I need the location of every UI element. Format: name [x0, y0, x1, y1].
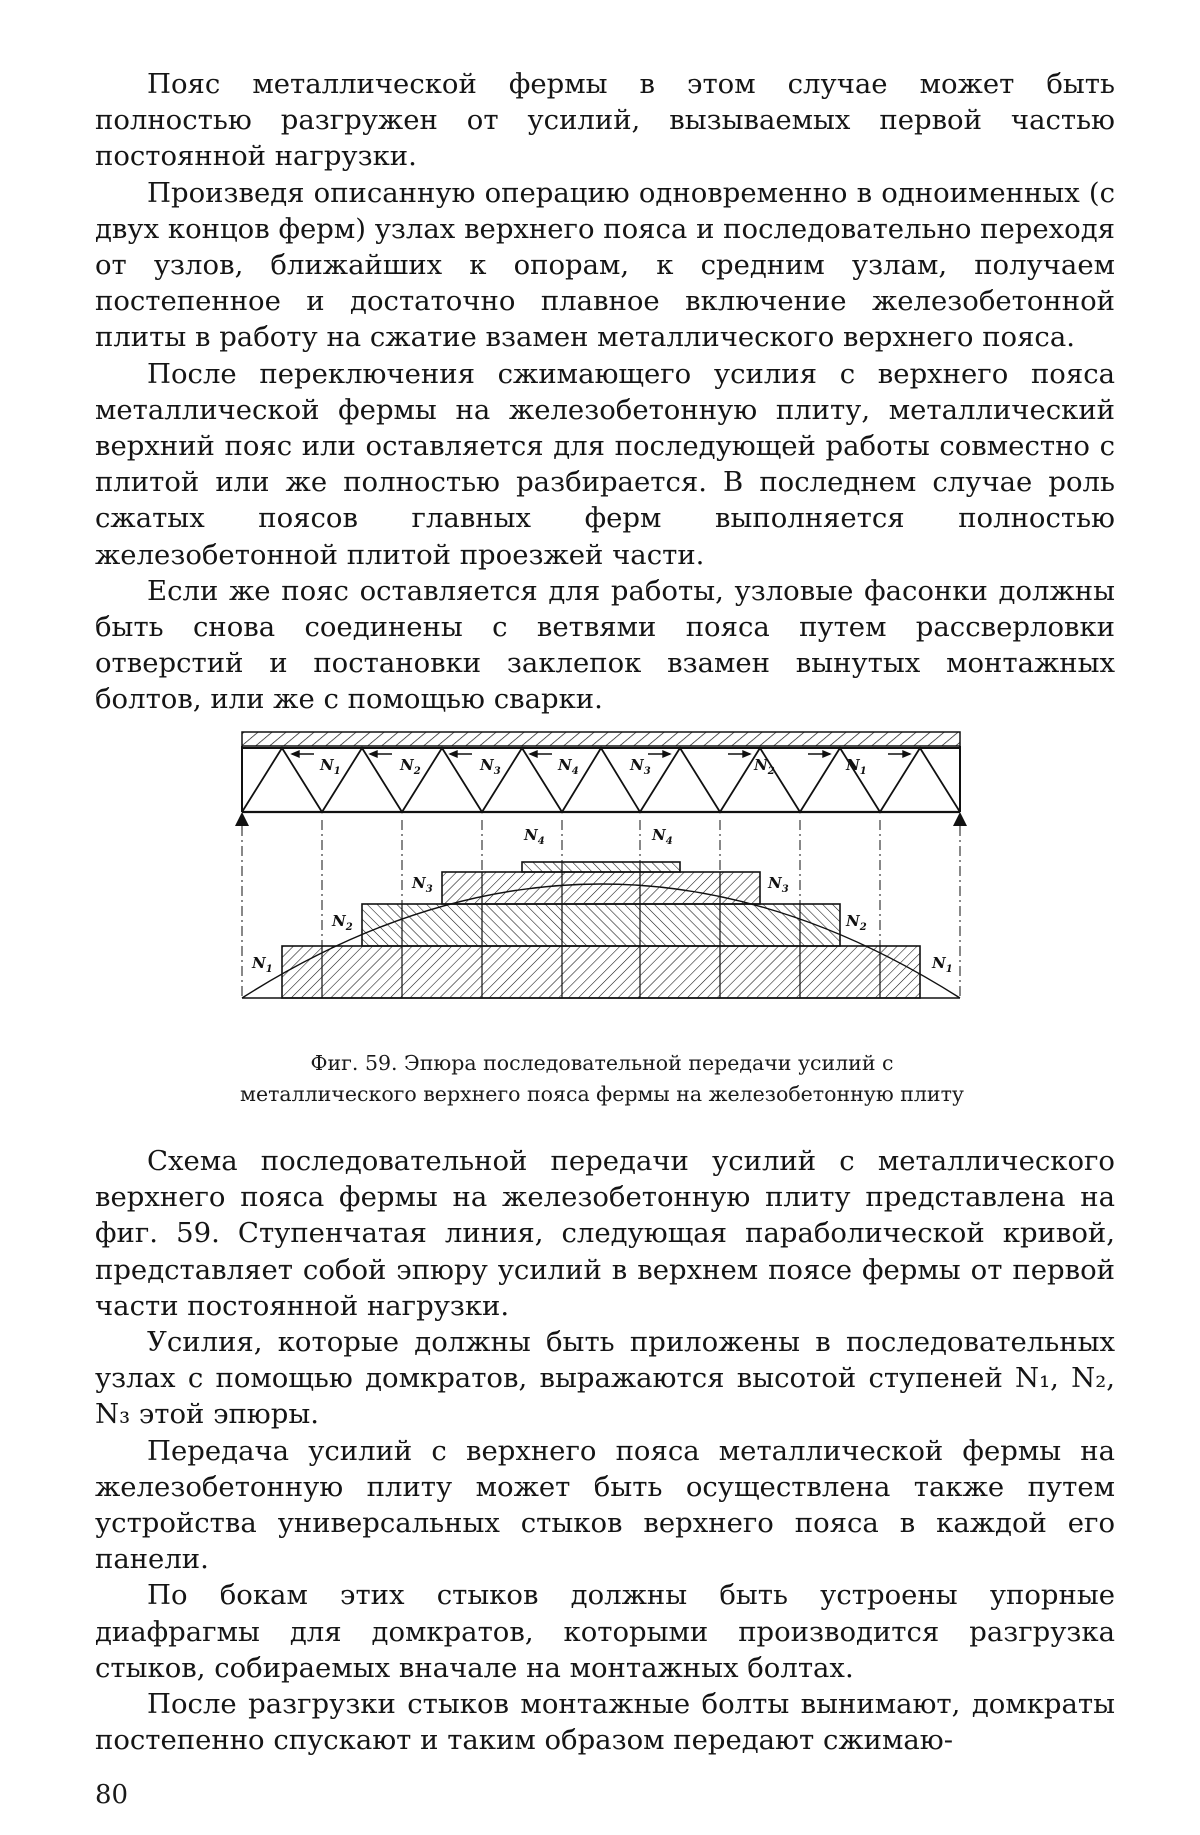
paragraph: Передача усилий с верхнего пояса металлической фермы на железобетонную плиту может быть осуществлена также путем устройства универсальных стыков верхнего пояса в каждой его панели. [95, 1434, 1115, 1576]
paragraph: Если же пояс оставляется для работы, узловые фасонки должны быть снова соединены с ветвями пояса путем рассверловки отверстий и постановки заклепок взамен вынутых монтажных болтов, или же с помощью сварки. [95, 574, 1115, 716]
paragraph: По бокам этих стыков должны быть устроены упорные диафрагмы для домкратов, которыми производится разгрузка стыков, собираемых вначале на монтажных болтах. [95, 1579, 1115, 1684]
diagram-label-n4-right: $N_4$ [652, 826, 673, 847]
label-n3-right: $N_3$ [630, 756, 651, 777]
diagram-label-n4-left: $N_4$ [524, 826, 545, 847]
label-n3-left: $N_3$ [480, 756, 501, 777]
paragraph: Пояс металлической фермы в этом случае может быть полностью разгружен от усилий, вызываемых первой частью постоянной нагрузки. [95, 68, 1115, 173]
step-n4 [522, 862, 680, 872]
diagram-label-n3-left: $N_3$ [412, 874, 433, 895]
right-support [953, 812, 967, 826]
diagram-label-n2-left: $N_2$ [332, 912, 353, 933]
paragraph: Схема последовательной передачи усилий с металлического верхнего пояса фермы на железобетонную плиту представлена на фиг. 59. Ступенчатая линия, следующая параболической кривой, представляет собой эпюру усилий в верхнем поясе фермы от первой части постоянной нагрузки. [95, 1145, 1115, 1322]
diagram-label-n3-right: $N_3$ [768, 874, 789, 895]
label-n1-left: $N_1$ [320, 756, 341, 777]
figure-59 [232, 730, 972, 1030]
text-block-top [95, 66, 1115, 718]
force-arrows [292, 751, 910, 757]
label-n2-right: $N_2$ [754, 756, 775, 777]
diagram-label-n1-right: $N_1$ [932, 954, 953, 975]
truss-force-diagram [232, 730, 972, 1030]
figure-caption: Фиг. 59. Эпюра последовательной передачи усилий с металлического верхнего пояса фермы на железобетонную плиту [240, 1051, 964, 1106]
diagram-label-n1-left: $N_1$ [252, 954, 273, 975]
paragraph: Усилия, которые должны быть приложены в последовательных узлах с помощью домкратов, выражаются высотой ступеней N₁, N₂, N₃ этой эпюры. [95, 1326, 1115, 1431]
label-n2-left: $N_2$ [400, 756, 421, 777]
label-n1-right: $N_1$ [846, 756, 867, 777]
page-number: 80 [95, 1780, 129, 1810]
truss-labels [319, 756, 867, 777]
paragraph: Произведя описанную операцию одновременно в одноименных (с двух концов ферм) узлах верхнего пояса и последовательно переходя от узлов, ближайших к опорам, к средним узлам, получаем постепенное и достаточно плавное включение железобетонной плиты в работу на сжатие взамен металлического верхнего пояса. [95, 176, 1115, 354]
stepped-force-diagram [282, 862, 920, 998]
paragraph: После переключения сжимающего усилия с верхнего пояса металлической фермы на железобетонную плиту, металлический верхний пояс или оставляется для последующей работы совместно с плитой или же полностью разбирается. В последнем случае роль сжатых поясов главных ферм выполняется полностью железобетонной плитой проезжей части. [95, 357, 1115, 571]
paragraph: После разгрузки стыков монтажные болты вынимают, домкраты постепенно спускают и таким образом передают сжимаю- [95, 1688, 1115, 1757]
step-n2 [362, 904, 840, 946]
text-block-bottom [95, 1143, 1115, 1758]
label-n4-left: $N_4$ [558, 756, 579, 777]
step-n1 [282, 946, 920, 998]
step-n3 [442, 872, 760, 904]
left-support [235, 812, 249, 826]
concrete-slab [242, 732, 960, 746]
diagram-label-n2-right: $N_2$ [846, 912, 867, 933]
